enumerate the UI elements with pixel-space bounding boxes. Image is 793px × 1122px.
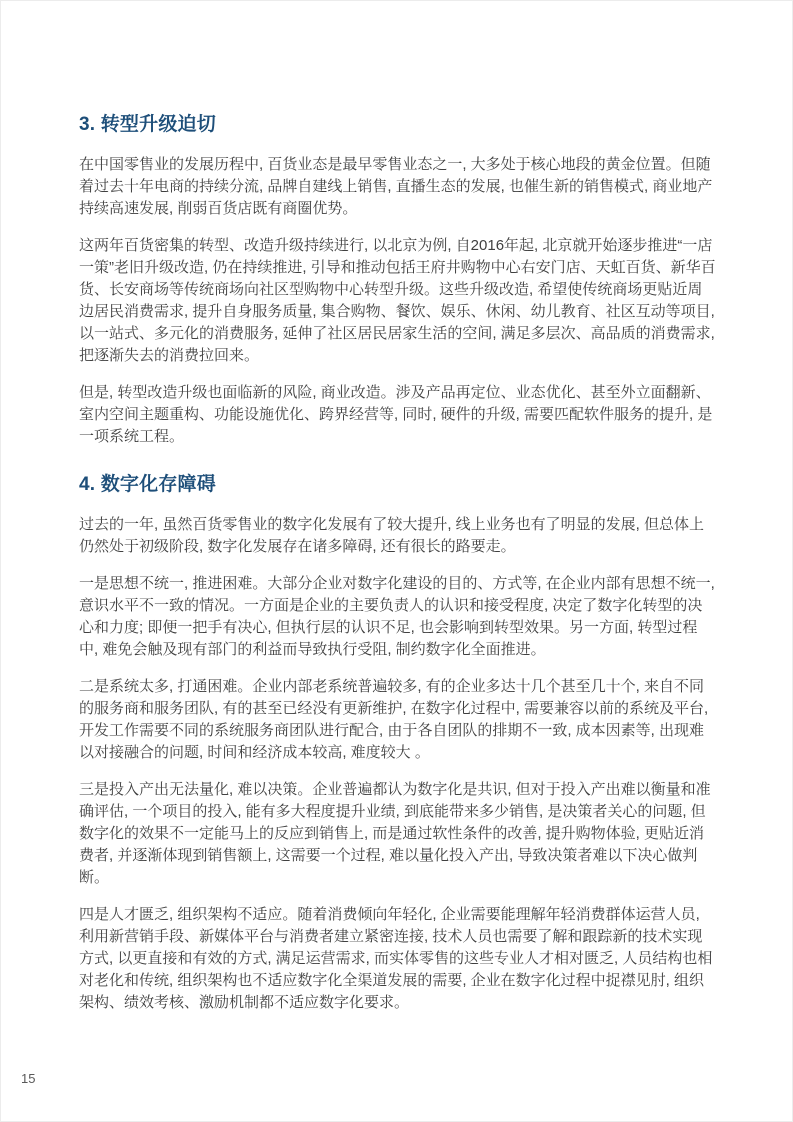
- section-digitalization-obstacles: [79, 472, 716, 1014]
- section-heading-digitalization: 4. 数字化存障碍: [79, 474, 216, 495]
- paragraph: 过去的一年, 虽然百货零售业的数字化发展有了较大提升, 线上业务也有了明显的发展, 但总体上仍然处于初级阶段, 数字化发展存在诸多障碍, 还有很长的路要走。: [79, 516, 705, 555]
- paragraph: 在中国零售业的发展历程中, 百货业态是最早零售业态之一, 大多处于核心地段的黄金位置。但随着过去十年电商的持续分流, 品牌自建线上销售, 直播生态的发展, 也催生新的销售模式, 商业地产持续高速发展, 削弱百货店既有商圈优势。: [79, 156, 713, 217]
- page-number: 15: [21, 1071, 36, 1086]
- paragraph: 二是系统太多, 打通困难。企业内部老系统普遍较多, 有的企业多达十几个甚至几十个, 来自不同的服务商和服务团队, 有的甚至已经没有更新维护, 在数字化过程中, 需要兼容以前的系统及平台, 开发工作需要不同的系统服务商团队进行配合, 由于各自团队的排期不一致, 成本因素等, 出现难以对接融合的问题, 时间和经济成本较高, 难度较大 。: [79, 678, 709, 761]
- paragraph: 一是思想不统一, 推进困难。大部分企业对数字化建设的目的、方式等, 在企业内部有思想不统一, 意识水平不一致的情况。一方面是企业的主要负责人的认识和接受程度, 决定了数字化转型的决心和力度; 即便一把手有决心, 但执行层的认识不足, 也会影响到转型效果。另一方面, 转型过程中, 难免会触及现有部门的利益而导致执行受阻, 制约数字化全面推进。: [79, 575, 715, 658]
- section-heading-transformation: 3. 转型升级迫切: [79, 114, 216, 135]
- paragraph: 三是投入产出无法量化, 难以决策。企业普遍都认为数字化是共识, 但对于投入产出难以衡量和准确评估, 一个项目的投入, 能有多大程度提升业绩, 到底能带来多少销售, 是决策者关心的问题, 但数字化的效果不一定能马上的反应到销售上, 而是通过软性条件的改善, 提升购物体验, 更贴近消费者, 并逐渐体现到销售额上, 这需要一个过程, 难以量化投入产出, 导致决策者难以下决心做判断。: [79, 781, 711, 886]
- page-content: [79, 112, 716, 1014]
- paragraph: 但是, 转型改造升级也面临新的风险, 商业改造。涉及产品再定位、业态优化、甚至外立面翻新、室内空间主题重构、功能设施优化、跨界经营等, 同时, 硬件的升级, 需要匹配软件服务的提升, 是一项系统工程。: [79, 384, 713, 445]
- paragraph: 这两年百货密集的转型、改造升级持续进行, 以北京为例, 自2016年起, 北京就开始逐步推进“一店一策”老旧升级改造, 仍在持续推进, 引导和推动包括王府井购物中心右安门店、天虹百货、新华百货、长安商场等传统商场向社区型购物中心转型升级。这些升级改造, 希望使传统商场更贴近周边居民消费需求, 提升自身服务质量, 集合购物、餐饮、娱乐、休闲、幼儿教育、社区互动等项目, 以一站式、多元化的消费服务, 延伸了社区居民居家生活的空间, 满足多层次、高品质的消费需求, 把逐渐失去的消费拉回来。: [79, 237, 716, 364]
- paragraph: 四是人才匮乏, 组织架构不适应。随着消费倾向年轻化, 企业需要能理解年轻消费群体运营人员, 利用新营销手段、新媒体平台与消费者建立紧密连接, 技术人员也需要了解和跟踪新的技术实现方式, 以更直接和有效的方式, 满足运营需求, 而实体零售的这些专业人才相对匮乏, 人员结构也相对老化和传统, 组织架构也不适应数字化全渠道发展的需要, 企业在数字化过程中捉襟见肘, 组织架构、绩效考核、激励机制都不适应数字化要求。: [79, 906, 713, 1011]
- section-transformation-upgrade: [79, 112, 716, 448]
